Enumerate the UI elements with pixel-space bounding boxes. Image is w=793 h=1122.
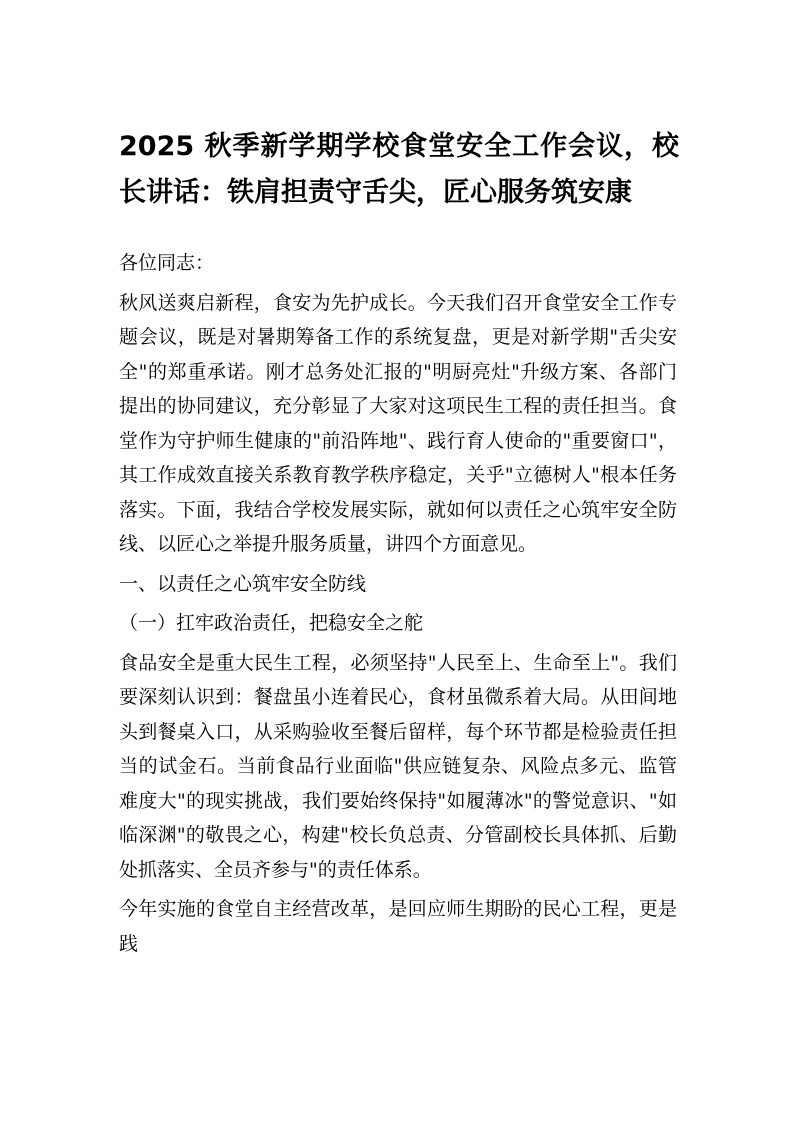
body-paragraph: 食品安全是重大民生工程，必须坚持"人民至上、生命至上"。我们要深刻认识到：餐盘虽小连着民心，食材虽微系着大局。从田间地头到餐桌入口，从采购验收至餐后留样，每个环节都是检验责任担当的试金石。当前食品行业面临"供应链复杂、风险点多元、监管难度大"的现实挑战，我们要始终保持"如履薄冰"的警觉意识、"如临深渊"的敬畏之心，构建"校长负总责、分管副校长具体抓、后勤处抓落实、全员齐参与"的责任体系。	[119, 651, 677, 881]
document-title: 2025 秋季新学期学校食堂安全工作会议，校长讲话：铁肩担责守舌尖，匠心服务筑安康	[119, 131, 679, 208]
document-body	[119, 246, 677, 961]
salutation-paragraph: 各位同志：	[119, 252, 215, 274]
body-paragraph: 今年实施的食堂自主经营改革，是回应师生期盼的民心工程，更是践	[119, 898, 677, 955]
intro-paragraph: 秋风送爽启新程，食安为先护成长。今天我们召开食堂安全工作专题会议，既是对暑期筹备工作的系统复盘，更是对新学期"舌尖安全"的郑重承诺。刚才总务处汇报的"明厨亮灶"升级方案、各部门提出的协同建议，充分彰显了大家对这项民生工程的责任担当。食堂作为守护师生健康的"前沿阵地"、践行育人使命的"重要窗口"，其工作成效直接关系教育教学秩序稳定，关乎"立德树人"根本任务落实。下面，我结合学校发展实际，就如何以责任之心筑牢安全防线、以匠心之举提升服务质量，讲四个方面意见。	[119, 291, 677, 555]
subsection-heading: （一）扛牢政治责任，把稳安全之舵	[119, 612, 424, 634]
section-heading: 一、以责任之心筑牢安全防线	[119, 572, 367, 595]
